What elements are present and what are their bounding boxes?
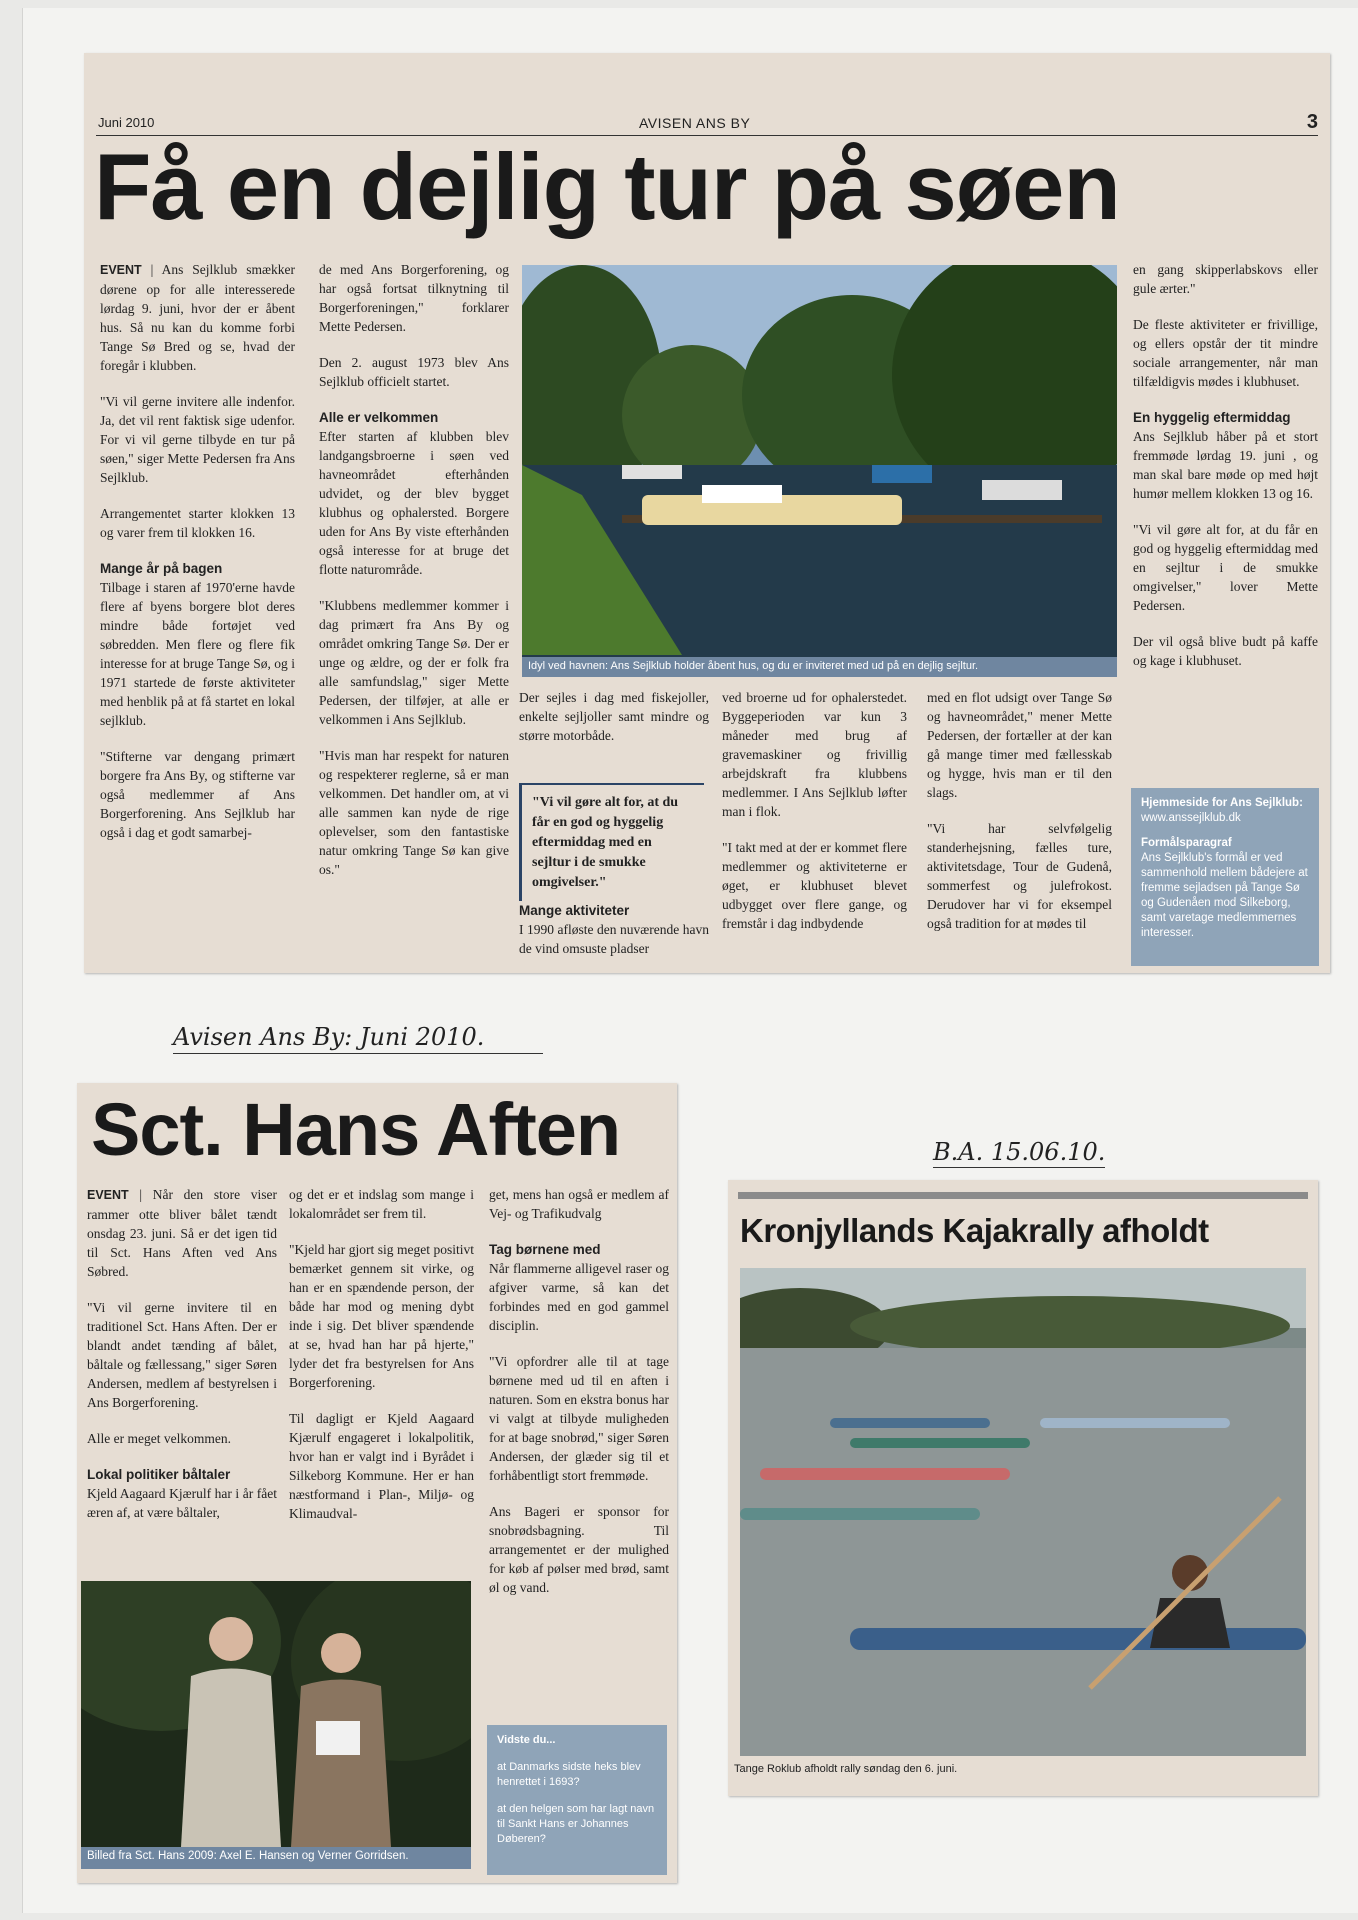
- article-sejlklub: [84, 53, 1330, 973]
- subhead: Lokal politiker båltaler: [87, 1467, 231, 1482]
- subhead: Tag børnene med: [489, 1242, 601, 1257]
- column-4: ved broerne ud for ophalerstedet. Byggeperioden var kun 3 måneder med brug af gravemaskiner og frivillig arbejdskraft fra klubbens medlemmer. I Ans Sejlklub løfter man i flok. "I takt med at der er kommet flere medlemmer og aktiviteterne er øget, er klubhuset blevet udbygget over flere gange, og fremstår i dag indbydende: [722, 690, 907, 931]
- subhead: Mange år på bagen: [100, 561, 223, 576]
- column-3: get, mens han også er medlem af Vej- og Trafikudvalg Tag børnene med Når flammerne alligevel raser og afgiver varme, så kan det forbindes med en god gammel disciplin. "Vi opfordrer alle til at tage børnene med ud til en aften i naturen. Som en ekstra bonus har vi valgt at tilbyde muligheden for at bage snobrød," siger Søren Andersen, der glæder sig til et forhåbentligt stort fremmøde. Ans Bageri er sponsor for snobrødsbagning. Til arrangementet er der mulighed for køb af pølser med brød, samt øl og vand.: [489, 1187, 669, 1595]
- handwritten-note-2: B.A. 15.06.10.: [933, 1138, 1106, 1166]
- masthead-paper: AVISEN ANS BY: [639, 115, 751, 131]
- kayaks-image: [740, 1268, 1306, 1756]
- factbox-sejlklub: Hjemmeside for Ans Sejlklub: www.anssejlklub.dk Formålsparagraf Ans Sejlklub's formål er ved sammenhold mellem bådejere at fremme sejladsen på Tange Sø og Gudenåen mod Silkeborg, samt varetage medlemmernes interesser.: [1131, 788, 1319, 966]
- column-2: de med Ans Borgerforening, og har også fortsat tilknytning til Borgerforeningen," forklarer Mette Pedersen. Den 2. august 1973 blev Ans Sejlklub officielt startet. Alle er velkommen Efter starten af klubben blev landgangsbroerne i søen ved havneområdet efterhånden udvidet, og der blev bygget klubhus og ophalersted. Borgere uden for Ans By viste efterhånden også interesse for at bruge det flotte naturområde. "Klubbens medlemmer kommer i dag primært fra Ans By og området omkring Tange Sø. Der er unge og ældre, og der er folk fra alle samfundslag," siger Mette Pedersen, der tilføjer, at alle er velkommen i Ans Sejlklub. "Hvis man har respekt for naturen og respekterer reglerne, så er man velkommen. Det handler om, at vi alle sammen kan nyde de rige oplevelser, som den fantastiske natur omkring Tange Sø kan give os.": [319, 262, 509, 877]
- website-link[interactable]: www.anssejlklub.dk: [1141, 812, 1241, 824]
- column-5: med en flot udsigt over Tange Sø og havneområdet," mener Mette Pedersen, der fortæller at der kan gå mange timer med fællesskab og hygge, hvis man er til den slags. "Vi har selvfølgelig standerhejsning, fælles ture, aktivitetsdage, Tour de Gudenå, sommerfest og julefrokost. Derudover har vi for eksempel også tradition for at mødes til: [927, 690, 1112, 931]
- sct-hans-photo-caption: Billed fra Sct. Hans 2009: Axel E. Hansen og Verner Gorridsen.: [81, 1847, 471, 1869]
- scrapbook-page: [22, 8, 1358, 1913]
- factbox-vidste-du: Vidste du... at Danmarks sidste heks blev henrettet i 1693? at den helgen som har lagt navn til Sankt Hans er Johannes Døberen?: [487, 1725, 667, 1875]
- harbour-photo-caption: Idyl ved havnen: Ans Sejlklub holder åbent hus, og du er inviteret med ud på en dejlig sejltur.: [522, 657, 1117, 677]
- kajak-photo: [740, 1268, 1306, 1756]
- column-6: en gang skipperlabskovs eller gule ærter." De fleste aktiviteter er frivillige, og ellers opstår der tit mindre sociale arrangementer, når man tilfældigvis mødes i klubhuset. En hyggelig eftermiddag Ans Sejlklub håber på et stort fremmøde lørdag 19. juni , og man skal bare møde op med højt humør mellem klokken 13 og 16. "Vi vil gøre alt for, at du får en god og hyggelig eftermiddag med en sejltur i de smukke omgivelser," lover Mette Pedersen. Der vil også blive budt på kaffe og kage i klubhuset.: [1133, 262, 1318, 668]
- masthead-date: Juni 2010: [98, 115, 155, 130]
- harbour-photo: [522, 265, 1117, 657]
- subhead: Alle er velkommen: [319, 410, 439, 425]
- column-1: EVENT | Ans Sejlklub smækker dørene op for alle interesserede lørdag 9. juni, hvor der er åbent hus. Så nu kan du komme forbi Tange Sø Bred og se, hvad der foregår i klubben. "Vi vil gerne invitere alle indenfor. Ja, det vil rent faktisk sige udenfor. For vi vil gerne tilbyde en tur på søen," siger Mette Pedersen fra Ans Sejlklub. Arrangementet starter klokken 13 og varer frem til klokken 16. Mange år på bagen Tilbage i staren af 1970'erne havde flere af byens borgere blot deres mindre både fortøjet ved søbredden. Men flere og flere fik interesse for at bruge Tange Sø, og i 1971 startede de første aktiviteter med henblik på at få startet en lokal sejlklub. "Stifterne var dengang primært borgere fra Ans By, og stifterne var også medlemmer af Ans Borgerforening. Ans Sejlklub har også i dag et godt samarbej-: [100, 262, 295, 840]
- speakers-image: [81, 1581, 471, 1847]
- sct-hans-photo: [81, 1581, 471, 1847]
- headline: Få en dejlig tur på søen: [94, 134, 1120, 239]
- harbour-image: [522, 265, 1117, 657]
- column-3-lower: Mange aktiviteter I 1990 afløste den nuværende havn de vind omsuste pladser: [519, 903, 709, 956]
- column-1: EVENT | Når den store viser rammer otte bliver bålet tændt onsdag 23. juni. Så er det igen tid til Sct. Hans Aften ved Ans Søbred. "Vi vil gerne invitere til en traditionel Sct. Hans Aften. Der er blandt andet tænding af bålet, båltale og fællessang," siger Søren Andersen, medlem af bestyrelsen i Ans Borgerforening. Alle er meget velkommen. Lokal politiker båltaler Kjeld Aagaard Kjærulf har i år fået æren af, at være båltaler,: [87, 1187, 278, 1520]
- column-3: Der sejles i dag med fiskejoller, enkelte sejljoller samt mindre og større motorbåde.: [519, 690, 709, 743]
- column-2: og det er et indslag som mange i lokalområdet ser frem til. "Kjeld har gjort sig meget positivt bemærket gennem sit virke, og han er en spændende person, der både har mod og mening dybt inde i sig. Det bliver spændende at se, hvad han har på hjerte," lyder det fra bestyrelsen for Ans Borgerforening. Til dagligt er Kjeld Aagaard Kjærulf engageret i lokalpolitik, hvor han er valgt ind i Byrådet i Silkeborg Kommune. Her er han næstformand i Plan-, Miljø- og Klimaudval-: [289, 1187, 474, 1521]
- kajak-photo-caption: Tange Roklub afholdt rally søndag den 6. juni.: [734, 1763, 958, 1775]
- page-number: 3: [1306, 111, 1318, 133]
- subhead: En hyggelig eftermiddag: [1133, 410, 1291, 425]
- article-sct-hans: [77, 1083, 677, 1883]
- handwritten-note-1: Avisen Ans By: Juni 2010.: [173, 1023, 543, 1054]
- headline: Sct. Hans Aften: [91, 1088, 621, 1171]
- headline: Kronjyllands Kajakrally afholdt: [740, 1212, 1209, 1249]
- pull-quote: "Vi vil gøre alt for, at du får en god og hyggelig eftermiddag med en sejltur i de smukke omgivelser.": [519, 783, 704, 901]
- top-rule: [738, 1192, 1308, 1199]
- kicker-event: EVENT: [87, 1188, 129, 1202]
- subhead: Mange aktiviteter: [519, 903, 630, 918]
- article-kajakrally: [728, 1180, 1318, 1796]
- kicker-event: EVENT: [100, 263, 142, 277]
